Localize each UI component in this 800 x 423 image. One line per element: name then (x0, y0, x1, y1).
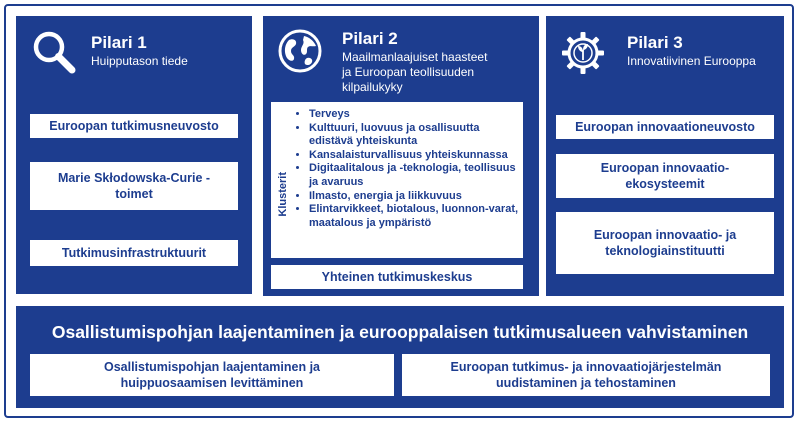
cluster-item: • Elintarvikkeet, biotalous, luonnon-varat, maatalous ja ympäristö (309, 203, 519, 230)
widening-panel (16, 306, 784, 408)
pillar-2-panel (263, 16, 539, 296)
clusters-box (271, 102, 523, 258)
pillar-1-box-msca-label: Marie Skłodowska-Curie - toimet (57, 171, 211, 201)
cluster-item: • Ilmasto, energia ja liikkuvuus (309, 190, 519, 204)
pillar-3-subtitle: Innovatiivinen Eurooppa (627, 54, 756, 68)
pillar-3-box-eit (556, 212, 774, 274)
cluster-item: • Digitaalitalous ja -teknologia, teollisuus ja avaruus (309, 162, 519, 189)
pillar-1-box-erc: Euroopan tutkimusneuvosto (30, 114, 238, 138)
widening-box-right-label: Euroopan tutkimus- ja innovaatiojärjestelmän uudistaminen ja tehostaminen (450, 360, 722, 390)
clusters-label: Klusterit (277, 172, 289, 217)
pillar-3-box-eic: Euroopan innovaationeuvosto (556, 115, 774, 139)
cluster-item: • Terveys (309, 108, 519, 122)
widening-box-left-label: Osallistumispohjan laajentaminen ja huippuosaamisen levittäminen (103, 360, 321, 390)
widening-box-right (402, 354, 770, 396)
pillar-2-subtitle (342, 50, 487, 95)
cluster-item: • Kansalaisturvallisuus yhteiskunnassa (309, 149, 519, 163)
pillar-3-box-ecosystems-label: Euroopan innovaatio- ekosysteemit (600, 161, 730, 191)
widening-title: Osallistumispohjan laajentaminen ja eurooppalaisen tutkimusalueen vahvistaminen (51, 322, 749, 342)
pillar-2-title: Pilari 2 (342, 29, 398, 48)
cluster-item: • Kulttuuri, luovuus ja osallisuutta edistävä yhteiskunta (309, 122, 519, 149)
magnifier-icon (30, 28, 78, 76)
pillar-1-subtitle: Huipputason tiede (91, 54, 188, 68)
gear-sprout-icon (560, 30, 606, 76)
pillar-1-box-msca (30, 162, 238, 210)
pillar-3-title: Pilari 3 (627, 33, 683, 52)
pillar-2-box-jrc: Yhteinen tutkimuskeskus (271, 265, 523, 289)
pillar-1-title: Pilari 1 (91, 33, 147, 52)
clusters-list (295, 108, 519, 230)
pillar-2-subtitle-text: Maailmanlaajuiset haasteet ja Euroopan teollisuuden kilpailukyky (342, 50, 488, 94)
widening-box-left (30, 354, 394, 396)
globe-icon (277, 28, 323, 74)
pillar-1-panel (16, 16, 252, 294)
pillar-3-box-eit-label: Euroopan innovaatio- ja teknologiainstituutti (593, 228, 737, 258)
pillar-3-box-ecosystems (556, 154, 774, 198)
pillar-3-panel (546, 16, 784, 296)
pillar-1-box-infra: Tutkimusinfrastruktuurit (30, 240, 238, 266)
